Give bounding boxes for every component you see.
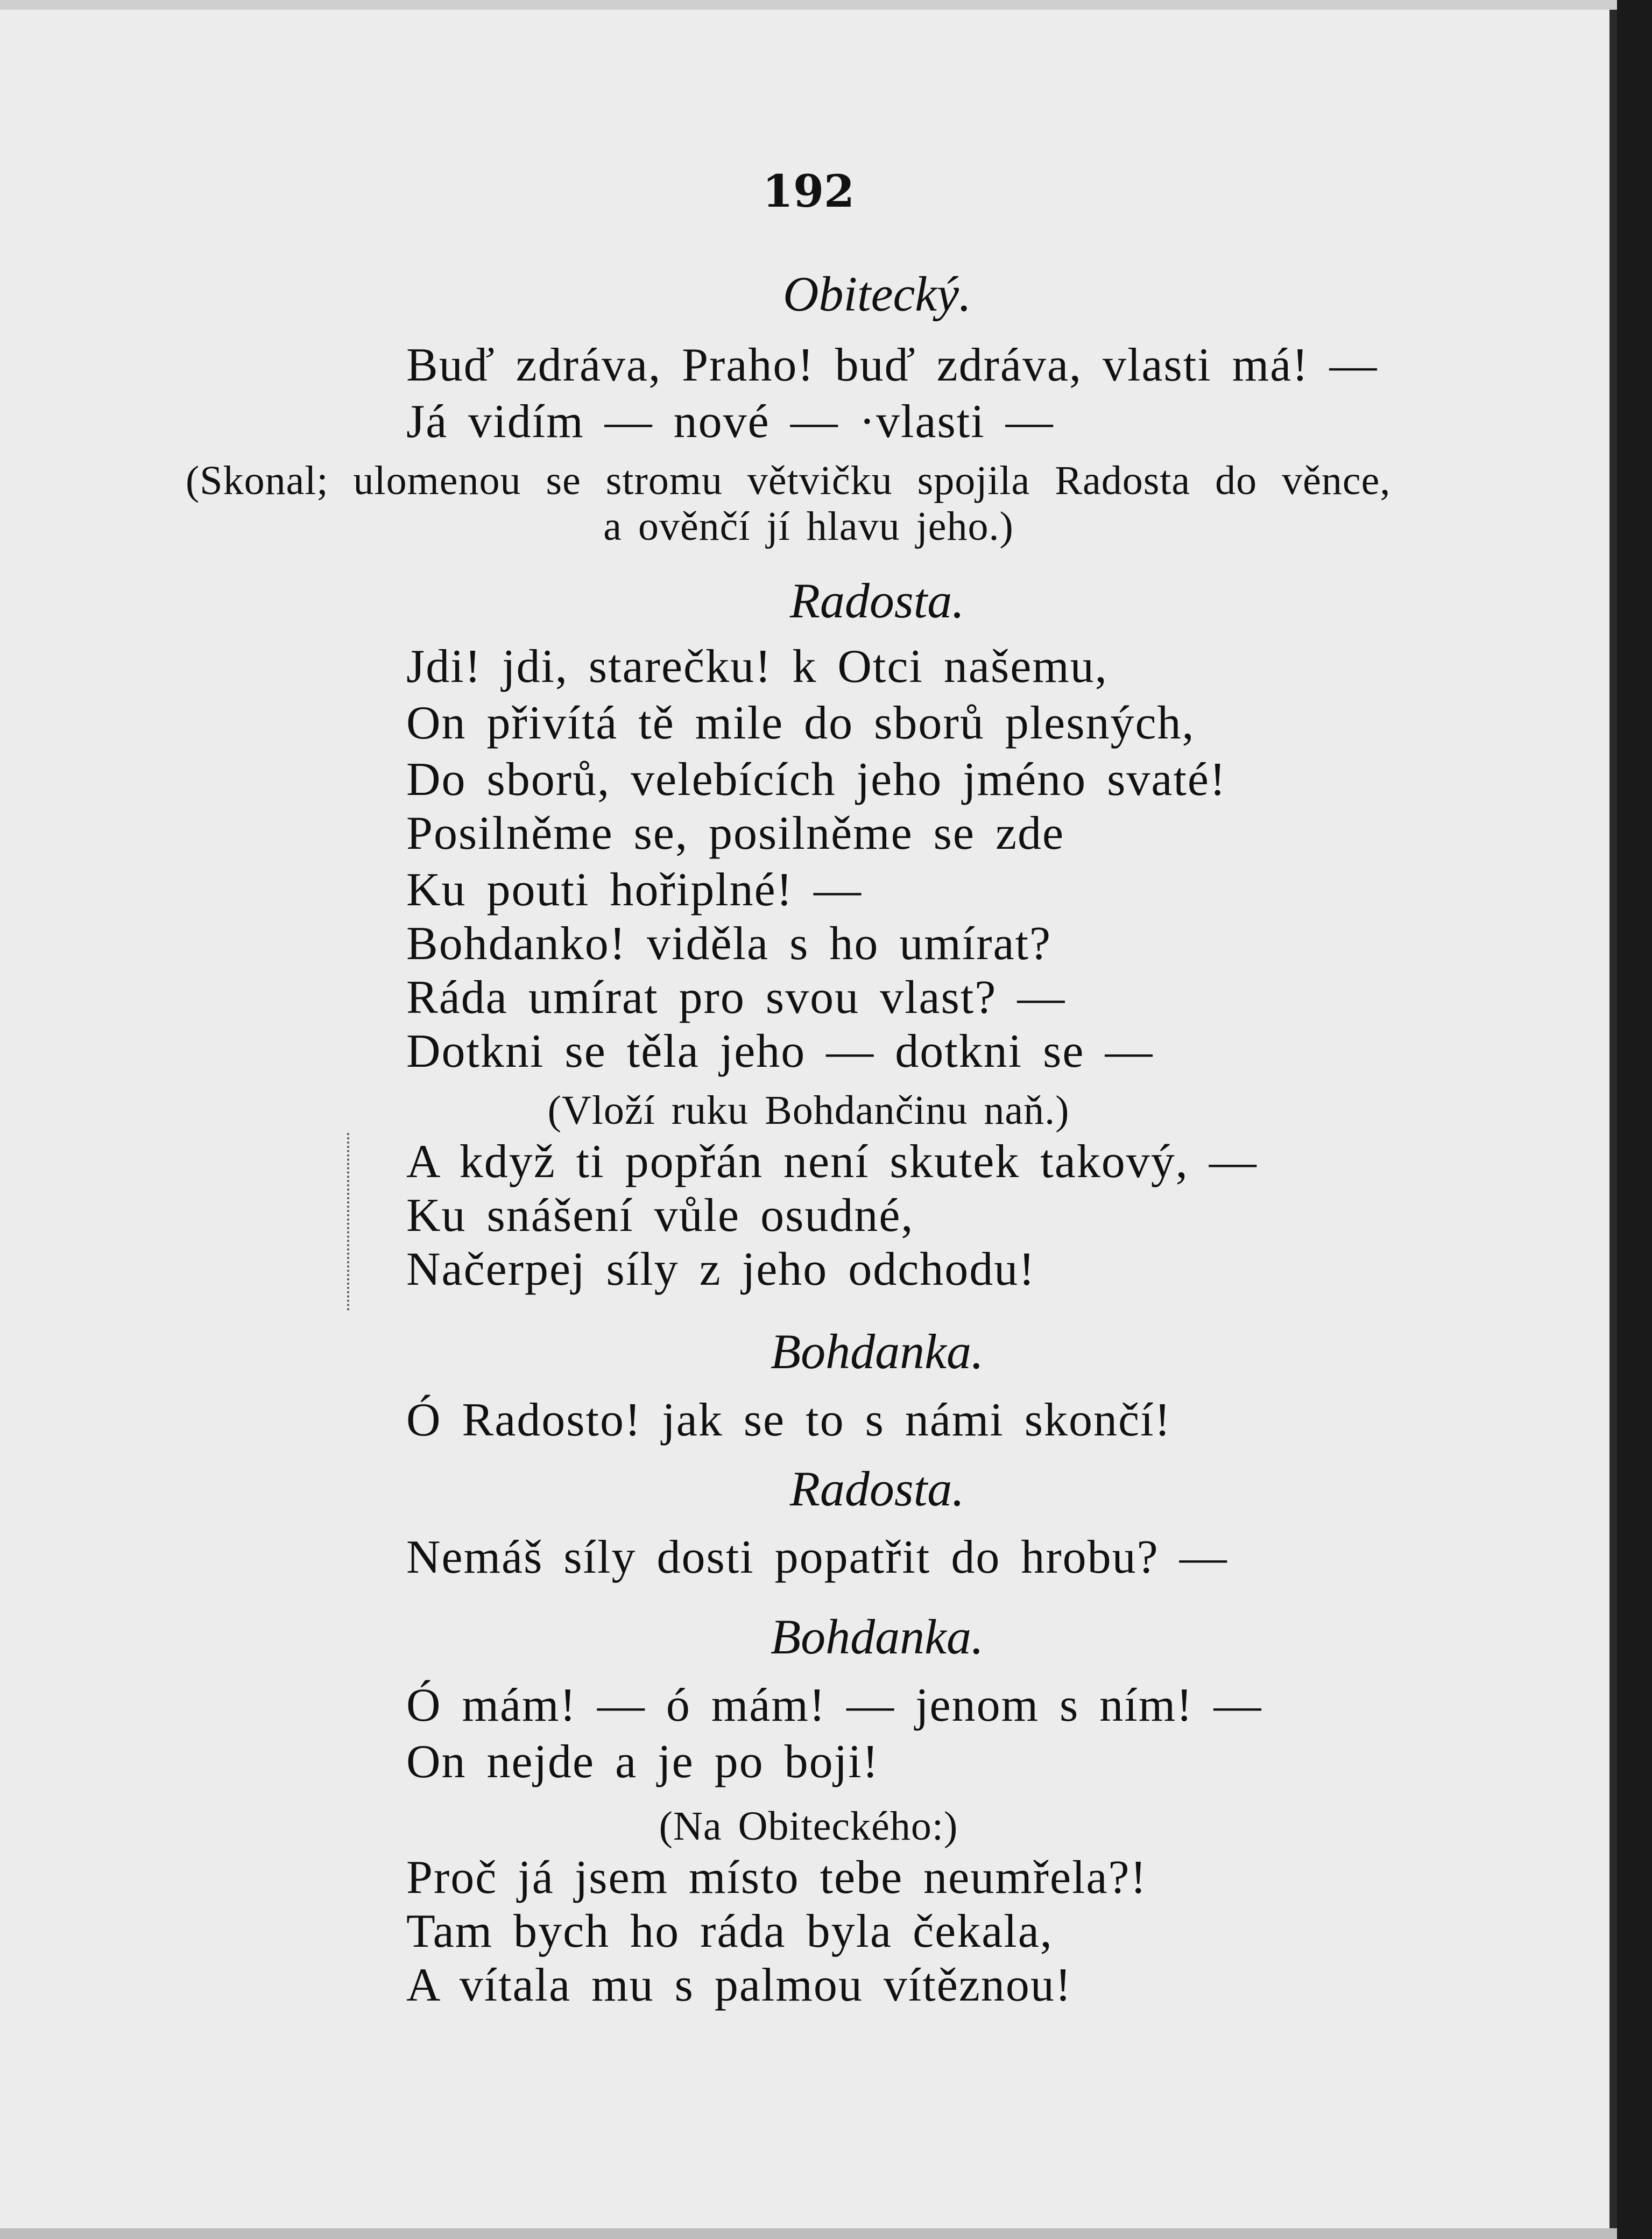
verse-line: A když ti popřán není skutek takový, — [406,1136,1258,1188]
speaker-name: Radosta. [789,1461,965,1516]
verse-line: Jdi! jdi, starečku! k Otci našemu, [406,640,1108,693]
speaker-name: Bohdanka. [770,1609,984,1664]
stage-direction: a ověnčí jí hlavu jeho.) [603,504,1014,549]
page-number: 192 [762,166,855,217]
verse-line: Bohdanko! viděla s ho umírat? [406,918,1052,970]
stage-direction: (Skonal; ulomenou se stromu větvičku spojila Radosta do věnce, [186,458,1391,503]
verse-line: Ku pouti hořiplné! — [406,864,863,916]
verse-line: Ku snášení vůle osudné, [406,1189,914,1242]
verse-line: Do sborů, velebících jeho jméno svaté! [406,754,1227,806]
verse-line: Načerpej síly z jeho odchodu! [406,1243,1036,1295]
verse-line: Nemáš síly dosti popatřit do hrobu? — [406,1531,1228,1583]
verse-line: Tam bych ho ráda byla čekala, [406,1905,1053,1958]
verse-line: Já vidím — nové — ·vlasti — [406,396,1054,448]
verse-line: Buď zdráva, Praho! buď zdráva, vlasti má! — [406,339,1378,391]
verse-line: Dotkni se těla jeho — dotkni se — [406,1025,1154,1078]
verse-line: A vítala mu s palmou vítěznou! [406,1959,1072,2011]
verse-line: Ó mám! — ó mám! — jenom s ním! — [406,1679,1262,1731]
speaker-name: Bohdanka. [770,1324,984,1379]
verse-line: On přivítá tě mile do sborů plesných, [406,697,1195,749]
page-top-edge [0,0,1617,10]
verse-line: Posilněme se, posilněme se zde [406,807,1065,860]
stage-direction: (Na Obiteckého:) [659,1804,958,1849]
margin-pencil-mark [347,1133,352,1311]
verse-line: Ráda umírat pro svou vlast? — [406,971,1066,1024]
speaker-name: Obitecký. [783,266,971,321]
verse-line: Ó Radosto! jak se to s námi skončí! [406,1394,1171,1446]
stage-direction: (Vloží ruku Bohdančinu naň.) [547,1088,1070,1133]
verse-line: Proč já jsem místo tebe neumřela?! [406,1851,1147,1904]
page-bottom-edge [0,2228,1617,2239]
verse-line: On nejde a je po boji! [406,1736,879,1788]
speaker-name: Radosta. [789,573,965,628]
